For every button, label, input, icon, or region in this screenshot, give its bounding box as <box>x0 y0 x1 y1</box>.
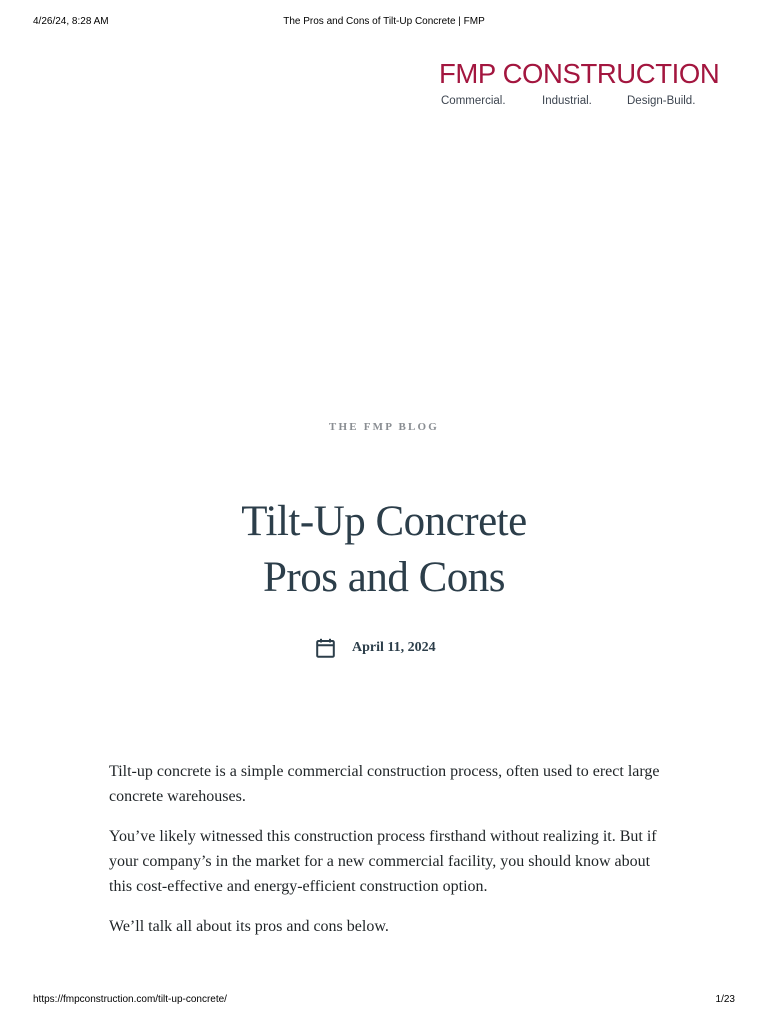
blog-kicker: THE FMP BLOG <box>328 421 440 433</box>
article-paragraph-2: You’ve likely witnessed this construction process firsthand without realizing it. But if your company’s in the market for a new commercial facility, you should know about this cost-effective and energy-efficient construction option. <box>109 828 657 895</box>
post-date <box>316 637 436 659</box>
print-footer <box>0 994 768 1010</box>
print-header <box>0 16 768 32</box>
tagline-industrial: Industrial. <box>542 95 592 107</box>
print-datetime: 4/26/24, 8:28 AM <box>33 16 109 27</box>
print-url: https://fmpconstruction.com/tilt-up-concrete/ <box>33 994 227 1005</box>
tagline-design-build: Design-Build. <box>627 95 696 107</box>
tagline-commercial: Commercial. <box>441 95 506 107</box>
logo-wordmark: FMP CONSTRUCTION <box>439 58 720 89</box>
title-line-1: Tilt-Up Concrete <box>241 498 527 545</box>
print-document-title: The Pros and Cons of Tilt-Up Concrete | FMP <box>283 16 485 27</box>
calendar-icon <box>316 638 335 658</box>
print-page-number: 1/23 <box>715 994 735 1005</box>
article-body <box>109 759 669 954</box>
article-paragraph-3: We’ll talk all about its pros and cons below. <box>109 918 389 935</box>
site-logo[interactable] <box>439 58 729 114</box>
post-date-text: April 11, 2024 <box>352 640 436 655</box>
page-title <box>0 494 768 606</box>
article-paragraph-1: Tilt-up concrete is a simple commercial construction process, often used to erect large concrete warehouses. <box>109 763 660 805</box>
title-line-2: Pros and Cons <box>263 554 505 601</box>
